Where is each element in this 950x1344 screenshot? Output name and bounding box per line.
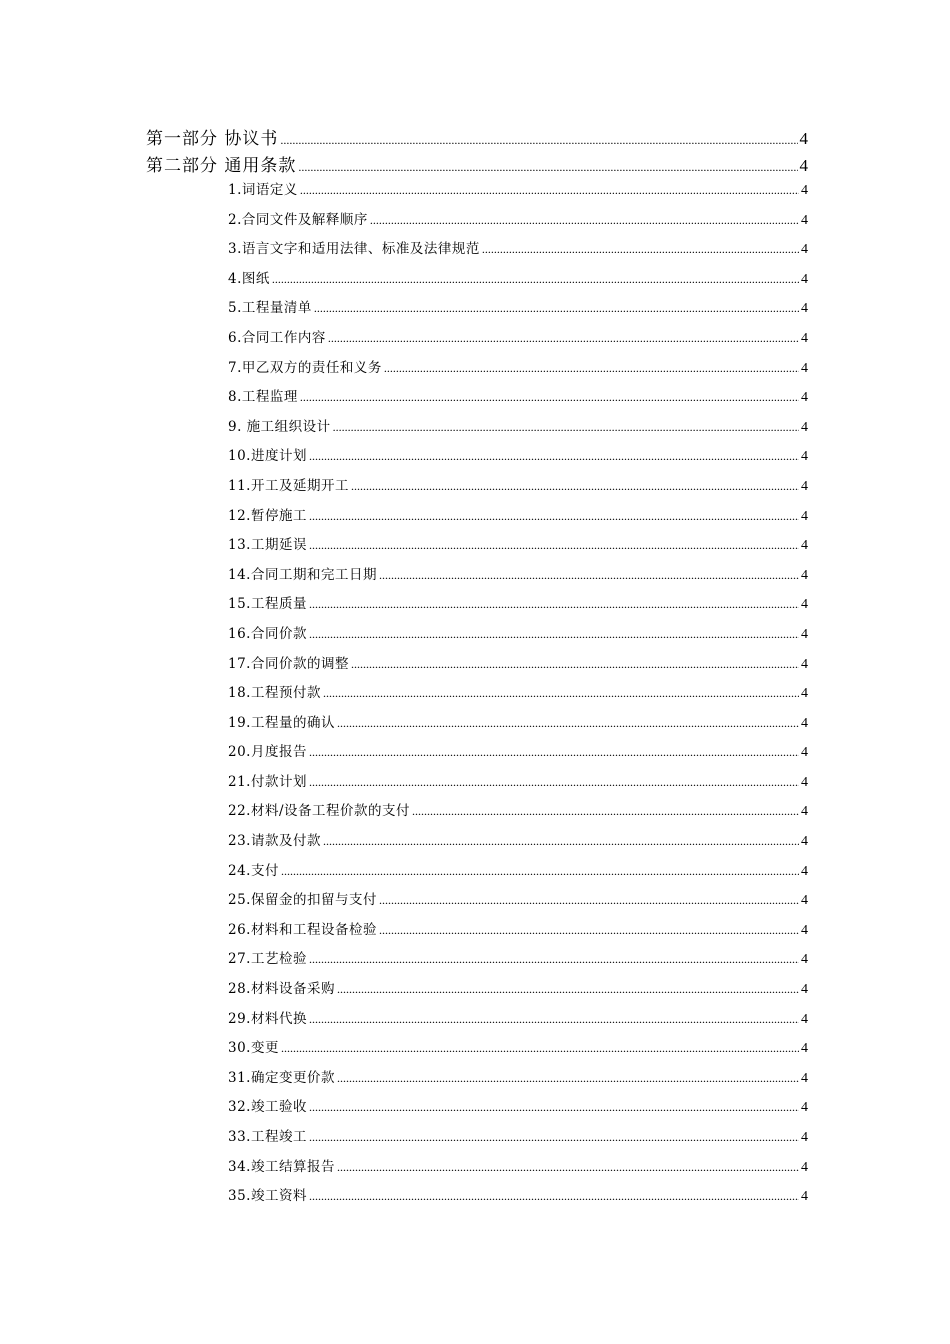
toc-entry-title: 27.工艺检验 [228,951,307,968]
toc-clause-item[interactable] [146,326,808,356]
toc-dot-leader [333,420,799,435]
toc-page-number: 4 [801,686,808,702]
toc-entry-title: 7.甲乙双方的责任和义务 [228,359,382,376]
toc-part-1[interactable] [146,124,808,151]
toc-page-number: 4 [799,156,808,175]
toc-dot-leader [309,597,799,612]
toc-dot-leader [337,982,799,997]
toc-clause-item[interactable] [146,504,808,534]
toc-page-number: 4 [801,1159,808,1175]
toc-dot-leader [351,479,799,494]
toc-dot-leader [272,272,799,287]
toc-clause-item[interactable] [146,356,808,386]
toc-clause-item[interactable] [146,415,808,445]
toc-entry-title: 25.保留金的扣留与支付 [228,892,377,909]
toc-page-number: 4 [801,952,808,968]
toc-page-number: 4 [801,449,808,465]
toc-entry-title: 第二部分 通用条款 [146,156,297,176]
toc-dot-leader [323,686,799,701]
toc-page-number: 4 [801,774,808,790]
toc-entry-title: 29.材料代换 [228,1010,307,1027]
table-of-contents [146,124,808,1214]
toc-entry-title: 35.竣工资料 [228,1188,307,1205]
toc-entry-title: 5.工程量清单 [228,300,312,317]
toc-page-number: 4 [801,478,808,494]
toc-clause-item[interactable] [146,859,808,889]
toc-entry-title: 13.工期延误 [228,537,307,554]
toc-dot-leader [384,361,799,376]
toc-clause-item[interactable] [146,711,808,741]
toc-page-number: 4 [801,538,808,554]
toc-entry-title: 11.开工及延期开工 [228,477,349,494]
toc-page-number: 4 [801,626,808,642]
toc-page-number: 4 [801,419,808,435]
toc-dot-leader [281,864,799,879]
toc-page-number: 4 [801,863,808,879]
toc-clause-item[interactable] [146,208,808,238]
toc-entry-title: 24.支付 [228,862,279,879]
toc-clause-item[interactable] [146,1095,808,1125]
toc-clause-item[interactable] [146,563,808,593]
toc-page-number: 4 [801,1100,808,1116]
toc-page-number: 4 [801,834,808,850]
toc-clause-item[interactable] [146,1007,808,1037]
toc-page-number: 4 [801,330,808,346]
toc-page-number: 4 [801,390,808,406]
toc-dot-leader [309,627,799,642]
toc-entry-title: 15.工程质量 [228,596,307,613]
toc-page-number: 4 [801,745,808,761]
toc-dot-leader [412,804,799,819]
toc-entry-title: 14.合同工期和完工日期 [228,566,377,583]
toc-dot-leader [309,449,799,464]
toc-clause-item[interactable] [146,474,808,504]
toc-clause-item[interactable] [146,533,808,563]
toc-clause-item[interactable] [146,740,808,770]
toc-dot-leader [309,538,799,553]
toc-clause-item[interactable] [146,1125,808,1155]
toc-entry-title: 21.付款计划 [228,773,307,790]
toc-dot-leader [482,242,799,257]
toc-clause-item[interactable] [146,267,808,297]
toc-entry-title: 30.变更 [228,1040,279,1057]
toc-entry-title: 16.合同价款 [228,625,307,642]
toc-page-number: 4 [801,567,808,583]
toc-page-number: 4 [801,715,808,731]
toc-dot-leader [370,213,799,228]
toc-entry-title: 26.材料和工程设备检验 [228,921,377,938]
toc-page-number: 4 [801,656,808,672]
toc-page-number: 4 [801,893,808,909]
toc-entry-title: 10.进度计划 [228,448,307,465]
toc-page-number: 4 [801,597,808,613]
toc-entry-title: 31.确定变更价款 [228,1069,335,1086]
toc-page-number: 4 [801,1189,808,1205]
toc-entry-title: 17.合同价款的调整 [228,655,349,672]
toc-entry-title: 22.材料/设备工程价款的支付 [228,803,411,820]
toc-clause-item[interactable] [146,622,808,652]
toc-clause-item[interactable] [146,829,808,859]
toc-page-number: 4 [799,129,808,148]
toc-clause-item[interactable] [146,977,808,1007]
toc-dot-leader [309,775,799,790]
toc-dot-leader [309,1100,799,1115]
toc-entry-title: 3.语言文字和适用法律、标准及法律规范 [228,241,480,258]
toc-clause-item[interactable] [146,888,808,918]
toc-clause-item[interactable] [146,918,808,948]
toc-page-number: 4 [801,922,808,938]
toc-dot-leader [309,509,799,524]
toc-page-number: 4 [801,1041,808,1057]
toc-clause-item[interactable] [146,1155,808,1185]
toc-dot-leader [379,568,799,583]
toc-clause-item[interactable] [146,385,808,415]
toc-dot-leader [337,1160,799,1175]
toc-entry-title: 34.竣工结算报告 [228,1158,335,1175]
toc-clause-list [146,178,808,1214]
toc-entry-title: 4.图纸 [228,270,270,287]
toc-page-number: 4 [801,1130,808,1145]
toc-dot-leader [309,1189,799,1204]
toc-part-2[interactable] [146,151,808,178]
toc-clause-item[interactable] [146,296,808,326]
toc-entry-title: 6.合同工作内容 [228,329,326,346]
toc-dot-leader [337,716,799,731]
toc-dot-leader [351,657,799,672]
toc-entry-title: 32.竣工验收 [228,1099,307,1116]
toc-clause-item[interactable] [146,1066,808,1096]
toc-page-number: 4 [801,1070,808,1086]
toc-dot-leader [309,1130,799,1145]
toc-entry-title: 23.请款及付款 [228,833,321,850]
toc-page-number: 4 [801,804,808,820]
toc-dot-leader [300,390,799,405]
toc-page-number: 4 [801,212,808,228]
toc-clause-item[interactable] [146,770,808,800]
toc-dot-leader [300,183,799,198]
toc-dot-leader [309,1012,799,1027]
toc-entry-title: 18.工程预付款 [228,685,321,702]
toc-dot-leader [328,331,799,346]
toc-dot-leader [309,745,799,760]
toc-entry-title: 33.工程竣工 [228,1129,307,1145]
toc-dot-leader [281,1041,799,1056]
toc-dot-leader [379,923,799,938]
toc-entry-title: 28.材料设备采购 [228,981,335,998]
toc-page-number: 4 [801,982,808,998]
toc-clause-item[interactable] [146,652,808,682]
toc-page-number: 4 [801,508,808,524]
toc-dot-leader [314,301,799,316]
toc-page-number: 4 [801,242,808,258]
toc-entry-title: 20.月度报告 [228,744,307,761]
toc-dot-leader [280,133,797,148]
toc-page-number: 4 [801,1011,808,1027]
toc-clause-item[interactable] [146,592,808,622]
toc-entry-title: 9. 施工组织设计 [228,418,331,435]
toc-page-number: 4 [801,183,808,198]
toc-entry-title: 8.工程监理 [228,389,298,406]
toc-dot-leader [379,893,799,908]
toc-clause-item[interactable] [146,444,808,474]
toc-entry-title: 1.词语定义 [228,182,298,198]
toc-entry-title: 2.合同文件及解释顺序 [228,211,368,228]
toc-clause-item[interactable] [146,178,808,208]
toc-clause-item[interactable] [146,947,808,977]
toc-entry-title: 第一部分 协议书 [146,129,279,149]
toc-dot-leader [323,834,799,849]
toc-dot-leader [337,1071,799,1086]
toc-clause-item[interactable] [146,1036,808,1066]
toc-clause-item[interactable] [146,237,808,267]
toc-clause-item[interactable] [146,1184,808,1214]
toc-page-number: 4 [801,360,808,376]
toc-entry-title: 12.暂停施工 [228,507,307,524]
toc-dot-leader [298,160,797,175]
toc-page-number: 4 [801,271,808,287]
toc-entry-title: 19.工程量的确认 [228,714,335,731]
toc-dot-leader [309,952,799,967]
toc-clause-item[interactable] [146,681,808,711]
toc-clause-item[interactable] [146,799,808,829]
toc-page-number: 4 [801,301,808,317]
